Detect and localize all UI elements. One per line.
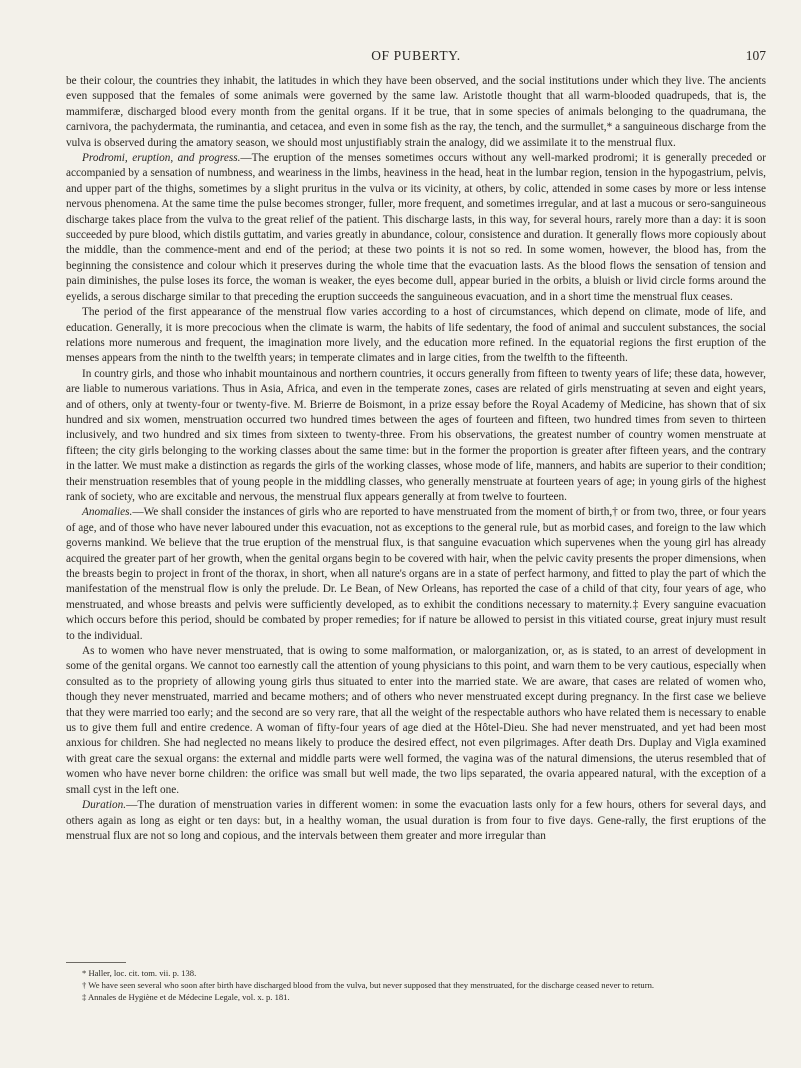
footnote: ‡ Annales de Hygiène et de Médecine Legale, vol. x. p. 181. xyxy=(82,992,290,1002)
section-lead: Anomalies. xyxy=(82,506,133,519)
paragraph-text: —We shall consider the instances of girls who are reported to have menstruated from the moment of birth,† or from two, three, or four years of age, and of those who have never laboured under this evacuation, not as exceptions to the general rule, but as morbid cases, and foreign to the law which governs mankind. We believe that the true eruption of the menstrual flux, is that sanguine evacuation which supervenes when the young girl has already acquired the greater part of her growth, when the genital organs begin to be covered with hair, when the pelvic cavity presents the proper dimensions, when the breasts begin to project in front of the thorax, in short, when all nature's organs are in a state of perfect harmony, and fitted to play the part of which the manifestation of the menstrual flow is only the prelude. Dr. Le Bean, of New Orleans, has reported the case of a child of that city, four years of age, who menstruated, and whose breasts and pelvis were sufficiently developed, as to exhibit the conditions necessary to maternity.‡ Every sanguine evacuation which occurs before this period, should be combated by proper remedies; for if nature be allowed to persist in this vitiated course, great injury must result to the individual. xyxy=(66,506,766,642)
section-lead: Prodromi, eruption, and progress. xyxy=(82,152,241,165)
paragraph xyxy=(66,151,766,305)
paragraph xyxy=(66,505,766,644)
footnote: † We have seen several who soon after birth have discharged blood from the vulva, but never supposed that they menstruated, for the discharge ceased never to return. xyxy=(82,980,655,990)
paragraph xyxy=(66,74,766,151)
paragraph-text: In country girls, and those who inhabit mountainous and northern countries, it occurs generally from fifteen to twenty years of life; these data, however, are liable to numerous variations. Thus in Asia, Africa, and even in the temperate zones, cases are related of girls menstruating at seven and eight years, and of others, only at twenty-four or twenty-five. M. Brierre de Boismont, in a prize essay before the Royal Academy of Medicine, has shown that of six hundred and six women, menstruation occurred two hundred times between the ages of fourteen and fifteen, two hundred times from seven to thirteen inclusively, and two hundred and six times from sixteen to twenty-three. From his observations, the greatest number of country women menstruate at fifteen; the city girls belonging to the working classes about the same time: but in the former the proportion is greater after fifteen years, and the contrary in the latter. We must make a distinction as regards the girls of the working classes, whose mode of life, manners, and habits are superior to their condition; their menstruation resembles that of young people in the middling classes, who generally menstruate at fourteen years of age; in young girls of the highest rank of society, who are excitable and nervous, the menstrual flux appears generally at from twelve to fourteen. xyxy=(66,367,766,503)
page-number: 107 xyxy=(745,48,766,63)
paragraph-text: The period of the first appearance of the menstrual flow varies according to a host of circumstances, which depend on climate, mode of life, and education. Generally, it is more precocious when the climate is warm, the habits of life sedentary, the food of animal and succulent substances, the social relations more numerous and frequent, the imagination more lively, and the education more refined. In the equatorial regions the first eruption of the menses appears from the ninth to the twelfth years; in temperate climates and in large cities, from the twelfth to the fifteenth. xyxy=(66,306,766,365)
page-header xyxy=(66,48,766,68)
footnotes xyxy=(66,967,766,1003)
paragraph xyxy=(66,798,766,844)
body-text xyxy=(66,74,766,844)
paragraph-text: As to women who have never menstruated, that is owing to some malformation, or malorganization, or, as is stated, to an arrest of development in some of the genital organs. We cannot too earnestly call the attention of young physicians to this point, and warn them to be very cautious, especially when consulted as to the propriety of allowing young girls thus situated to enter into the married state. We are aware, that cases are related of women who, though they never menstruated, married and became mothers; and of others who never menstruated except during pregnancy. In the first case we believe that they were married too early; and the second are so very rare, that all the weight of the respectable authors who have related them is necessary to enable us to give them full and entire credence. A woman of fifty-four years of age died at the Hôtel-Dieu. She had never menstruated, and yet had been most anxious for children. She had neglected no means likely to produce the desired effect, not even pilgrimages. After death Drs. Duplay and Vigla examined with great care the sexual organs: the external and middle parts were well formed, the vagina was of the natural dimensions, the uterus resembled that of women who have never borne children: the orifice was small but well made, the two lips separated, the ovaria appeared natural, with the exception of a small cyst in the left one. xyxy=(66,645,766,796)
footnote: * Haller, loc. cit. tom. vii. p. 138. xyxy=(82,968,197,978)
running-title: OF PUBERTY. xyxy=(371,48,461,63)
paragraph-text: be their colour, the countries they inhabit, the latitudes in which they have been observed, and the social institutions under which they live. The ancients even supposed that the females of some animals were governed by the same law. Aristotle thought that all warm-blooded quadrupeds, that is, the mammiferæ, discharged blood every month from the genital organs. If it be true, that in some species of animals belonging to the quadrumana, the carnivora, the pachydermata, the ruminantia, and cetacea, and even in some fish as the ray, the tench, and the surmullet,* a sanguineous discharge from the vulva is observed during the amatory season, we should most unjustifiably strain the analogy, did we assimilate it to the menstrual flux. xyxy=(66,75,766,149)
paragraph xyxy=(66,305,766,367)
section-lead: Duration. xyxy=(82,799,127,812)
paragraph xyxy=(66,367,766,506)
paragraph-text: —The eruption of the menses sometimes occurs without any well-marked prodromi; it is generally preceded or accompanied by a sensation of numbness, and weariness in the limbs, heaviness in the head, heat in the lumbar region, tension in the hypogastrium, pelvis, and upper part of the thighs, sometimes by a slight pruritus in the vulva or its vicinity, at others, by colic, attended in some cases by more or less intense nervous phenomena. At the same time the pulse becomes stronger, fuller, more frequent, and sometimes irregular, and at last a mucous or sero-sanguineous discharge takes place from the vulva to the great relief of the patient. This discharge lasts, in this way, for several hours, rarely more than a day: it is soon succeeded by pure blood, which distils guttatim, and varies greatly in abundance, colour, consistence and duration. It generally flows more copiously about the middle, than the commence-ment and end of the period; at these two points it is not so red. In some women, however, the blood has, from the beginning the consistence and colour which it preserves during the whole time that the evacuation lasts. As the blood flows the sensation of tension and pain diminishes, the pulse loses its force, the woman is weaker, the eyes become dull, appear buried in the orbits, a bluish or livid circle forms around the eyelids, a serous discharge similar to that preceding the eruption succeeds the sanguineous evacuation, and in a short time the menstrual flux ceases. xyxy=(66,152,766,303)
footnote-divider xyxy=(66,962,126,963)
paragraph-text: —The duration of menstruation varies in different women: in some the evacuation lasts only for a few hours, others for several days, and others again as long as eight or ten days: but, in a healthy woman, the usual duration is from four to five days. Gene-rally, the first eruptions of the menstrual flux are not so long and copious, and the intervals between them greater and more irregular than xyxy=(66,799,766,842)
paragraph xyxy=(66,644,766,798)
